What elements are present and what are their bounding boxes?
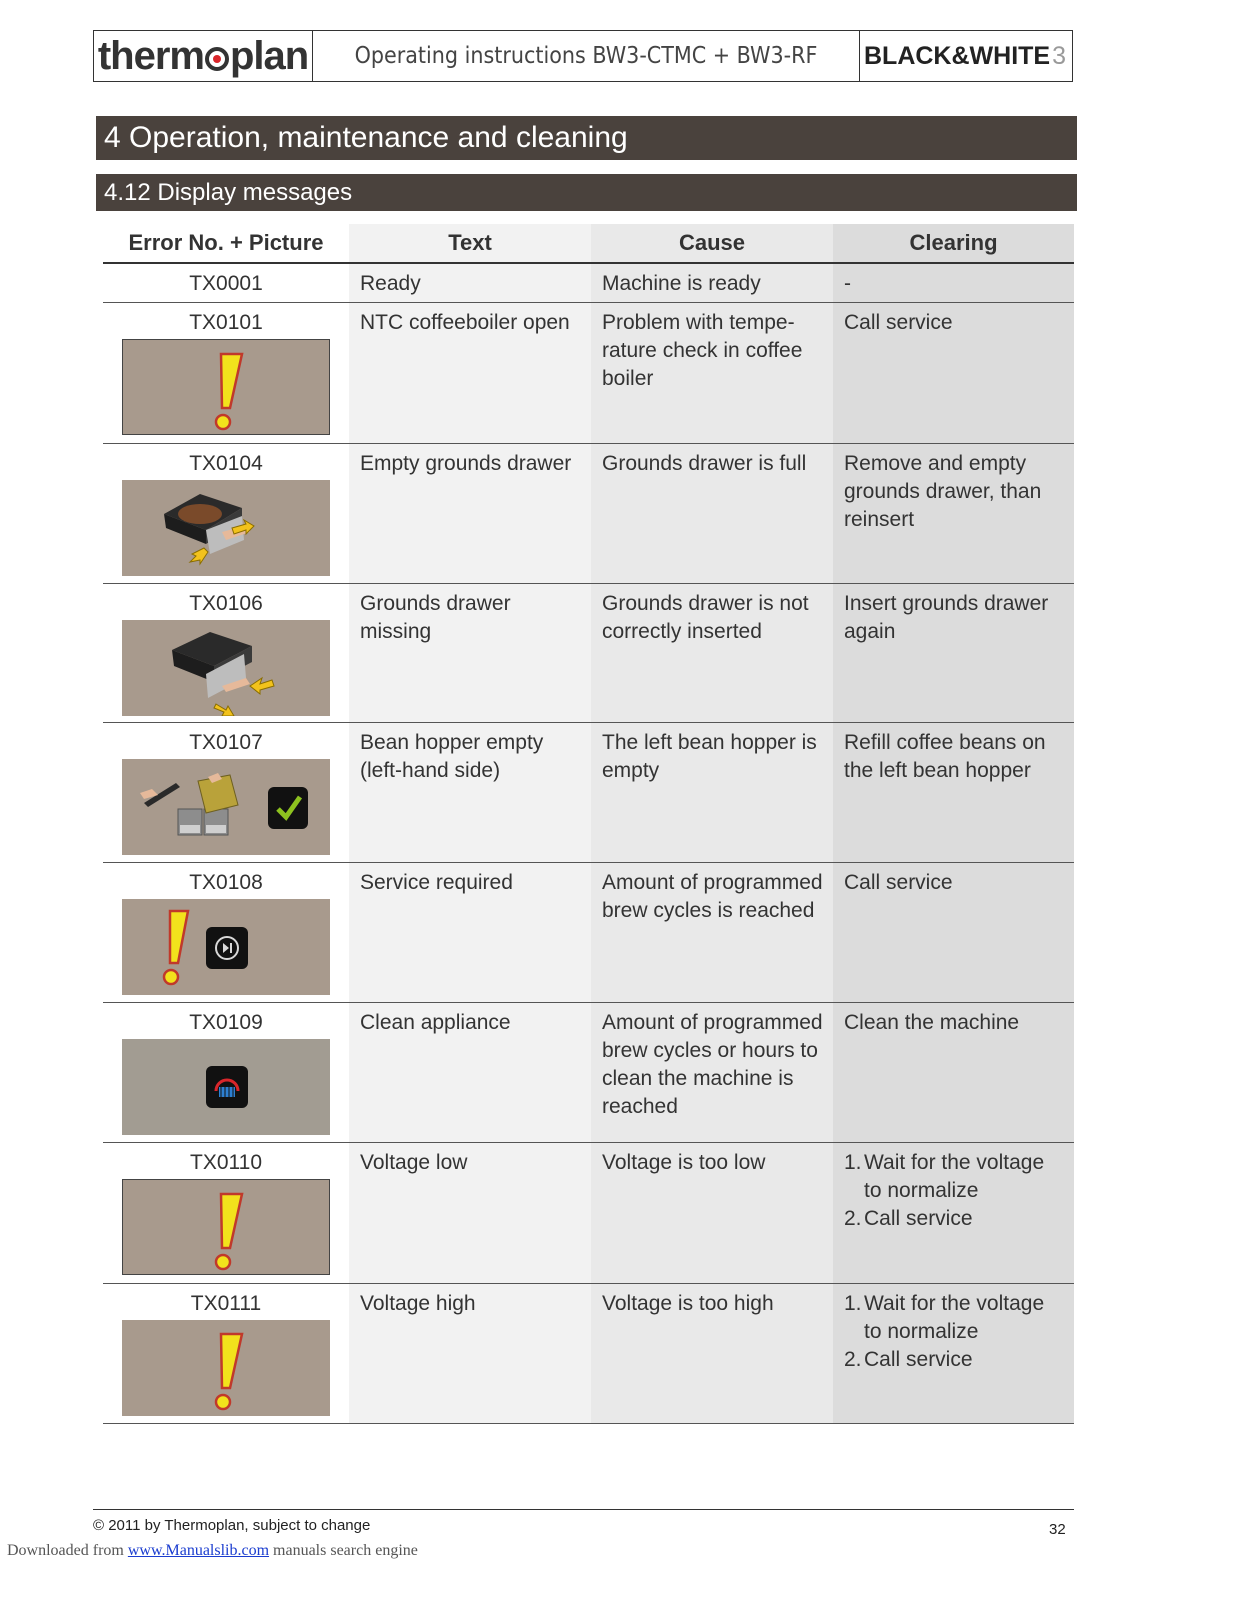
table-row [103, 1284, 1074, 1424]
message-cause: Amount of programmed brew cycles or hours to clean the machine is reached [591, 1003, 833, 1142]
error-code: TX0109 [189, 1011, 263, 1034]
message-text: Clean appliance [349, 1003, 591, 1142]
brand-text: BLACK&WHITE [864, 41, 1051, 70]
message-text: NTC coffeeboiler open [349, 303, 591, 443]
table-row [103, 584, 1074, 723]
message-cause: Voltage is too high [591, 1284, 833, 1423]
error-code: TX0101 [189, 311, 263, 334]
grounds-drawer-insert-icon [122, 620, 330, 716]
manualslib-link[interactable]: www.Manualslib.com [127, 1542, 270, 1559]
exclamation-icon [122, 339, 330, 435]
table-row [103, 863, 1074, 1003]
footer-divider [93, 1509, 1074, 1510]
bean-hopper-refill-icon [122, 759, 330, 855]
message-clearing: Remove and empty grounds drawer, than reinsert [833, 444, 1074, 583]
thermoplan-logo [94, 31, 313, 81]
drawer-illustration [122, 480, 330, 576]
error-code: TX0110 [190, 1151, 262, 1174]
header-text: Text [349, 224, 591, 262]
message-text: Empty grounds drawer [349, 444, 591, 583]
message-cause: Problem with tempe-rature check in coffee boiler [591, 303, 833, 443]
bean-hopper-illustration [122, 759, 330, 855]
exclamation-mark [210, 1190, 246, 1272]
message-clearing: Refill coffee beans on the left bean hopper [833, 723, 1074, 862]
clearing-step: 1. Wait for the voltage to normalize [844, 1151, 1045, 1202]
message-text: Bean hopper empty (left-hand side) [349, 723, 591, 862]
message-clearing [833, 1143, 1074, 1283]
brand-number: 3 [1052, 41, 1066, 70]
message-cause: Voltage is too low [591, 1143, 833, 1283]
document-header [93, 30, 1073, 82]
brand-logo [860, 31, 1072, 81]
message-clearing: Call service [833, 303, 1074, 443]
error-code: TX0111 [190, 1292, 262, 1315]
section-title: 4 Operation, maintenance and cleaning [96, 116, 1077, 160]
error-code: TX0108 [189, 871, 263, 894]
service-illustration [122, 899, 330, 995]
message-text: Voltage high [349, 1284, 591, 1423]
grounds-drawer-full-icon [122, 480, 330, 576]
error-code: TX0001 [189, 272, 263, 295]
display-messages-table [103, 224, 1074, 1424]
message-clearing: Call service [833, 863, 1074, 1002]
download-banner: Downloaded from www.Manualslib.com manuals search engine [7, 1542, 418, 1559]
error-code: TX0104 [189, 452, 263, 475]
clean-illustration [122, 1039, 330, 1135]
service-required-icon [122, 899, 330, 995]
message-cause: Amount of programmed brew cycles is reached [591, 863, 833, 1002]
message-cause: The left bean hopper is empty [591, 723, 833, 862]
message-clearing: Insert grounds drawer again [833, 584, 1074, 722]
clearing-step: 2. Call service [844, 1348, 973, 1371]
exclamation-mark [210, 1330, 246, 1412]
message-clearing: - [833, 264, 1074, 302]
table-row [103, 1143, 1074, 1284]
message-text: Voltage low [349, 1143, 591, 1283]
message-cause: Grounds drawer is full [591, 444, 833, 583]
copyright: © 2011 by Thermoplan, subject to change [93, 1517, 371, 1534]
table-row [103, 723, 1074, 863]
error-code: TX0106 [189, 592, 263, 615]
page-number: 32 [1049, 1521, 1066, 1538]
document-title: Operating instructions BW3-CTMC + BW3-RF [313, 31, 860, 81]
message-text: Service required [349, 863, 591, 1002]
header-clearing: Clearing [833, 224, 1074, 262]
logo-o-icon [205, 47, 229, 71]
exclamation-icon [122, 1320, 330, 1416]
table-header [103, 224, 1074, 264]
table-row [103, 1003, 1074, 1143]
table-row [103, 264, 1074, 303]
clearing-step: 1. Wait for the voltage to normalize [844, 1292, 1045, 1343]
exclamation-icon [122, 1179, 330, 1275]
clearing-step: 2. Call service [844, 1207, 973, 1230]
clean-appliance-icon [122, 1039, 330, 1135]
error-code: TX0107 [189, 731, 263, 754]
drawer-insert-illustration [122, 620, 330, 716]
table-row [103, 303, 1074, 444]
header-error-no: Error No. + Picture [103, 224, 349, 262]
logo-text-left: therm [97, 33, 204, 78]
message-cause: Grounds drawer is not correctly inserted [591, 584, 833, 722]
header-cause: Cause [591, 224, 833, 262]
exclamation-mark [210, 350, 246, 432]
message-clearing: Clean the machine [833, 1003, 1074, 1142]
message-cause: Machine is ready [591, 264, 833, 302]
logo-text-right: plan [229, 33, 309, 78]
message-text: Grounds drawer missing [349, 584, 591, 722]
message-clearing [833, 1284, 1074, 1423]
message-text: Ready [349, 264, 591, 302]
subsection-title: 4.12 Display messages [96, 174, 1077, 211]
table-row [103, 444, 1074, 584]
